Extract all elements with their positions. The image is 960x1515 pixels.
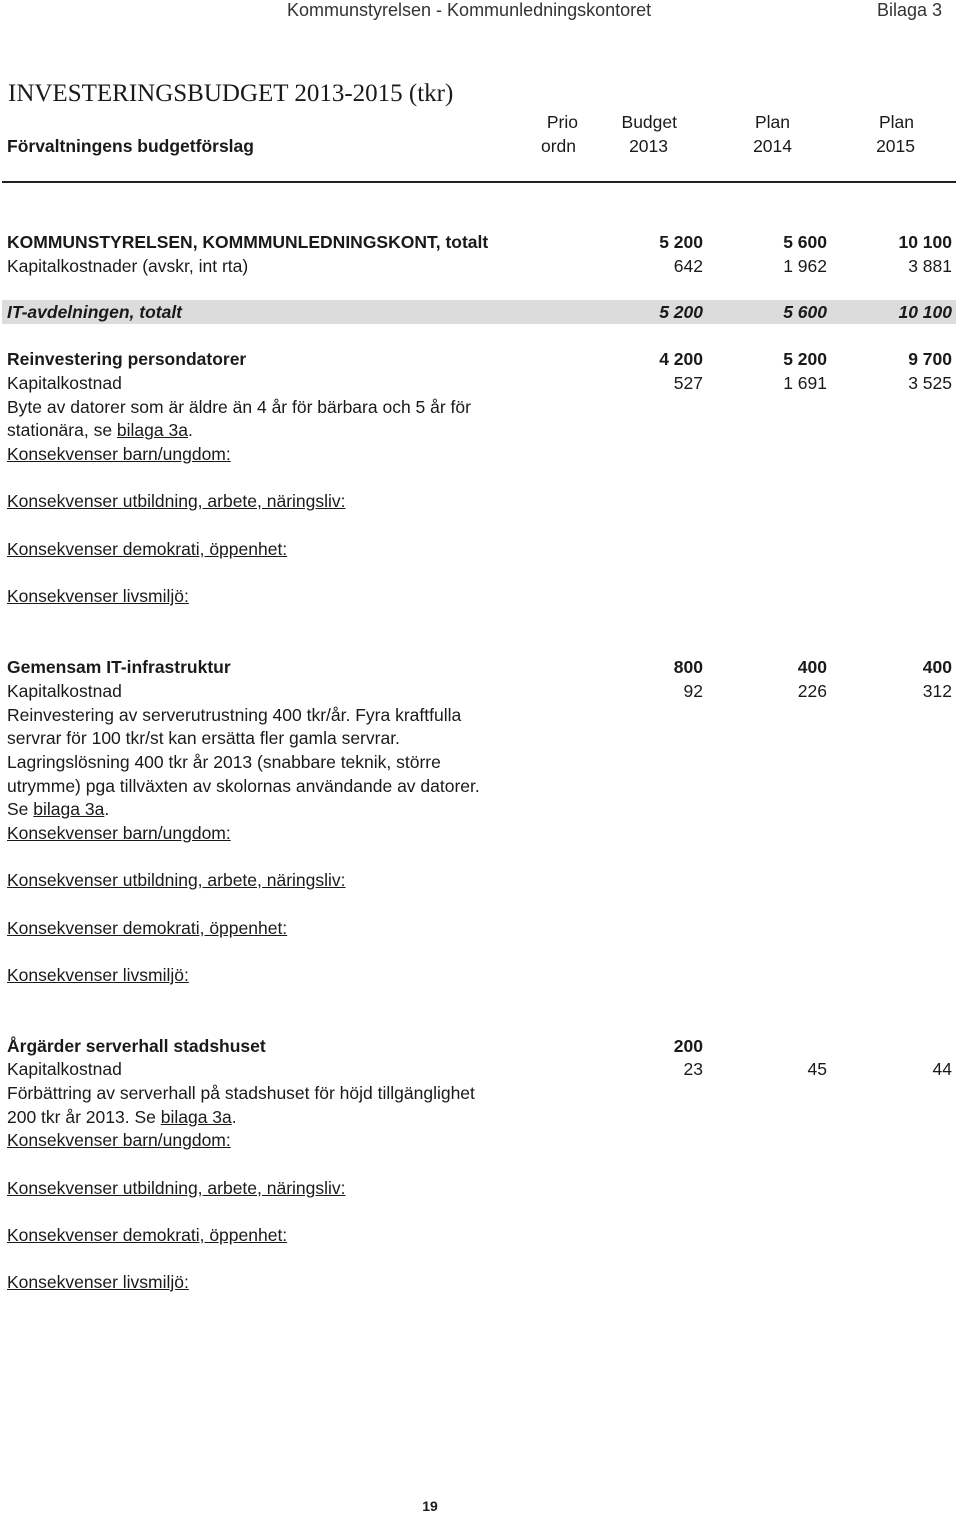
section-2-description-line-1: Reinvestering av serverutrustning 400 tkr/år. Fyra kraftfulla	[7, 705, 462, 725]
section-1-consequence-education: Konsekvenser utbildning, arbete, näringsliv:	[7, 491, 346, 511]
section-1-title: Reinvestering persondatorer	[7, 349, 247, 369]
section-3-consequence-democracy: Konsekvenser demokrati, öppenhet:	[7, 1225, 288, 1245]
section-2-consequence-environment: Konsekvenser livsmiljö:	[7, 965, 189, 985]
col-plan2-top: Plan	[878, 112, 914, 132]
section-2-bilaga-link[interactable]: bilaga 3a	[33, 799, 105, 819]
it-total-2013: 5 200	[659, 302, 703, 322]
section-2-consequence-education: Konsekvenser utbildning, arbete, näringsliv:	[7, 870, 346, 890]
page-number: 19	[422, 1498, 438, 1514]
section-3-description-text: 200 tkr år 2013. Se	[7, 1107, 161, 1127]
section-1-capital-label: Kapitalkostnad	[7, 373, 122, 393]
section-3-capital-2013: 23	[683, 1059, 703, 1079]
section-3-capital-label: Kapitalkostnad	[7, 1059, 122, 1079]
section-3-title-row	[0, 1036, 960, 1060]
section-1-capital-2015: 3 525	[908, 373, 952, 393]
section-1-2013: 4 200	[659, 349, 703, 369]
section-2-2015: 400	[922, 657, 952, 677]
section-1-capital-2014: 1 691	[783, 373, 827, 393]
total-capital-row	[0, 256, 960, 280]
section-2-capital-label: Kapitalkostnad	[7, 681, 122, 701]
header-divider	[2, 181, 956, 183]
section-1-consequence-environment: Konsekvenser livsmiljö:	[7, 586, 189, 606]
section-2-description-text: Se	[7, 799, 34, 819]
section-3-consequence-youth: Konsekvenser barn/ungdom:	[7, 1130, 231, 1150]
section-1-consequence-youth: Konsekvenser barn/ungdom:	[7, 444, 231, 464]
col-plan1-bottom: 2014	[753, 136, 792, 156]
section-2-2013: 800	[673, 657, 703, 677]
page-header-appendix: Bilaga 3	[876, 0, 942, 20]
section-1-consequence-democracy: Konsekvenser demokrati, öppenhet:	[7, 539, 288, 559]
total-2014: 5 600	[783, 232, 827, 252]
col-budget-bottom: 2013	[629, 136, 668, 156]
table-subtitle: Förvaltningens budgetförslag	[7, 136, 254, 156]
section-2-description-line-3: Lagringslösning 400 tkr år 2013 (snabbare teknik, större	[7, 752, 441, 772]
section-1-title-row	[0, 349, 960, 373]
section-3-description-line-1: Förbättring av serverhall på stadshuset för höjd tillgänglighet	[7, 1083, 475, 1103]
document-title: INVESTERINGSBUDGET 2013-2015 (tkr)	[8, 80, 454, 107]
section-2-capital-2013: 92	[683, 681, 703, 701]
it-total-label: IT-avdelningen, totalt	[7, 302, 183, 322]
section-2-2014: 400	[797, 657, 827, 677]
section-2-capital-2015: 312	[922, 681, 952, 701]
col-prio-top: Prio	[546, 112, 578, 132]
section-3-2013: 200	[673, 1036, 703, 1056]
section-2-description-line-5	[7, 799, 109, 820]
section-3-description-end: .	[231, 1107, 237, 1127]
section-2-title-row	[0, 657, 960, 681]
section-3-title: Årgärder serverhall stadshuset	[7, 1036, 266, 1056]
it-total-row	[0, 302, 960, 326]
section-2-capital-row	[0, 681, 960, 705]
section-1-description-text: stationära, se	[7, 420, 117, 440]
section-2-description-line-4: utrymme) pga tillväxten av skolornas användande av datorer.	[7, 776, 480, 796]
col-plan2-bottom: 2015	[876, 136, 915, 156]
section-1-2014: 5 200	[783, 349, 827, 369]
total-2013: 5 200	[659, 232, 703, 252]
total-capital-2015: 3 881	[908, 256, 952, 276]
col-prio-bottom: ordn	[540, 136, 576, 156]
section-1-bilaga-link[interactable]: bilaga 3a	[116, 420, 188, 440]
section-3-capital-2014: 45	[807, 1059, 827, 1079]
total-2015: 10 100	[898, 232, 952, 252]
section-2-title: Gemensam IT-infrastruktur	[7, 657, 231, 677]
section-3-capital-2015: 44	[932, 1059, 952, 1079]
section-2-consequence-democracy: Konsekvenser demokrati, öppenhet:	[7, 918, 288, 938]
section-2-capital-2014: 226	[797, 681, 827, 701]
total-label: KOMMUNSTYRELSEN, KOMMMUNLEDNINGSKONT, totalt	[7, 232, 489, 252]
section-2-description-end: .	[104, 799, 110, 819]
section-3-consequence-education: Konsekvenser utbildning, arbete, näringsliv:	[7, 1178, 346, 1198]
total-capital-2014: 1 962	[783, 256, 827, 276]
col-plan1-top: Plan	[754, 112, 790, 132]
it-total-2014: 5 600	[783, 302, 827, 322]
section-1-capital-2013: 527	[673, 373, 703, 393]
section-1-2015: 9 700	[908, 349, 952, 369]
section-1-capital-row	[0, 373, 960, 397]
total-capital-label: Kapitalkostnader (avskr, int rta)	[7, 256, 249, 276]
section-3-description-line-2	[7, 1107, 237, 1128]
it-total-2015: 10 100	[898, 302, 952, 322]
section-2-consequence-youth: Konsekvenser barn/ungdom:	[7, 823, 231, 843]
section-1-description-line-2	[7, 420, 193, 441]
section-3-capital-row	[0, 1059, 960, 1083]
total-row	[0, 232, 960, 256]
section-2-description-line-2: servrar för 100 tkr/st kan ersätta fler gamla servrar.	[7, 728, 400, 748]
section-1-description-end: .	[187, 420, 193, 440]
section-3-bilaga-link[interactable]: bilaga 3a	[160, 1107, 232, 1127]
col-budget-top: Budget	[621, 112, 677, 132]
total-capital-2013: 642	[673, 256, 703, 276]
section-1-description-line-1: Byte av datorer som är äldre än 4 år för bärbara och 5 år för	[7, 397, 471, 417]
page-header-department: Kommunstyrelsen - Kommunledningskontoret	[287, 0, 652, 20]
section-3-consequence-environment: Konsekvenser livsmiljö:	[7, 1272, 189, 1292]
